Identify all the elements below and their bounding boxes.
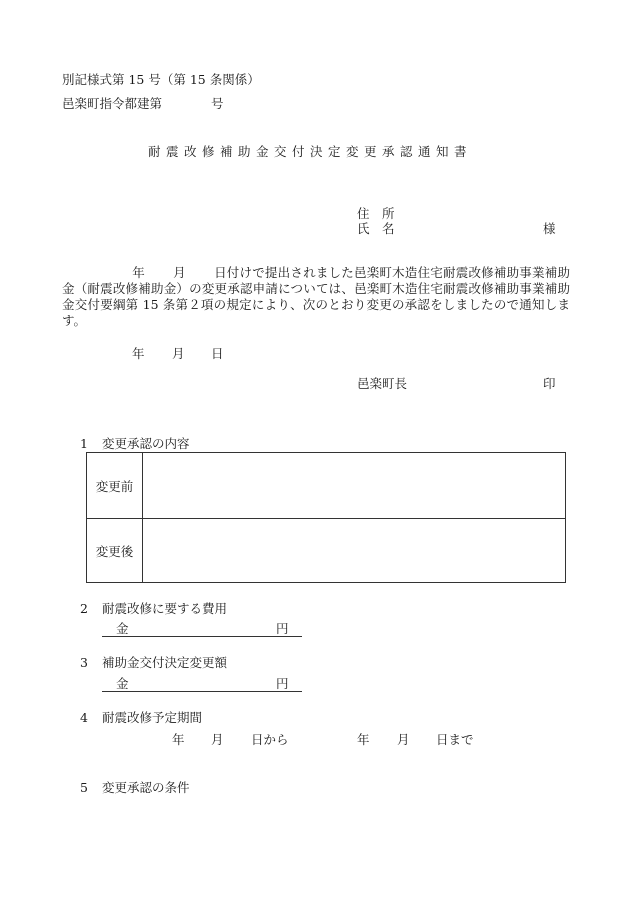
date-day: 日 bbox=[211, 346, 224, 361]
body-paragraph: 日付けで提出されました邑楽町木造住宅耐震改修補助事業補助金（耐震改修補助金）の変更承認申請については、邑楽町木造住宅耐震改修補助事業補助金交付要綱第 15 条第２項の規定により、次のとおり変更の承認をしましたので通知します。 bbox=[62, 265, 570, 328]
section-2-title: 耐震改修に要する費用 bbox=[102, 601, 228, 616]
document-number-prefix: 邑楽町指令都建第 bbox=[62, 96, 163, 111]
section-3-title: 補助金交付決定変更額 bbox=[102, 655, 228, 670]
name-label: 氏 名 bbox=[357, 221, 395, 236]
section-2-prefix: 金 bbox=[116, 621, 129, 636]
period-from-day: 日から bbox=[251, 732, 289, 747]
section-3-prefix: 金 bbox=[116, 676, 129, 691]
section-1-number: 1 bbox=[80, 436, 88, 451]
change-content-table bbox=[86, 452, 566, 583]
date-month: 月 bbox=[172, 346, 185, 361]
section-1-title: 変更承認の内容 bbox=[102, 436, 190, 451]
section-2-number: 2 bbox=[80, 601, 88, 616]
form-number: 別記様式第 15 号（第 15 条関係） bbox=[62, 72, 260, 87]
address-label: 住 所 bbox=[357, 206, 395, 221]
body-year: 年 bbox=[132, 265, 145, 280]
section-5-title: 変更承認の条件 bbox=[102, 780, 190, 795]
section-4-number: 4 bbox=[80, 710, 88, 725]
period-to-month: 月 bbox=[397, 732, 410, 747]
body-month: 月 bbox=[172, 265, 186, 280]
document-number-suffix: 号 bbox=[211, 96, 224, 111]
section-3-underline bbox=[102, 691, 302, 692]
notice-body bbox=[62, 265, 570, 329]
section-2-suffix: 円 bbox=[276, 621, 289, 636]
before-change-label: 変更前 bbox=[87, 453, 143, 518]
period-to-year: 年 bbox=[357, 732, 370, 747]
after-change-label: 変更後 bbox=[87, 518, 143, 583]
section-3-number: 3 bbox=[80, 655, 88, 670]
period-from-year: 年 bbox=[172, 732, 185, 747]
honorific: 様 bbox=[543, 221, 556, 236]
issuer-title: 邑楽町長 bbox=[357, 376, 408, 391]
section-4-title: 耐震改修予定期間 bbox=[102, 710, 203, 725]
section-5-number: 5 bbox=[80, 780, 88, 795]
period-from-month: 月 bbox=[211, 732, 224, 747]
document-title: 耐震改修補助金交付決定変更承認通知書 bbox=[148, 144, 473, 159]
seal-mark: 印 bbox=[543, 376, 556, 391]
before-change-row bbox=[87, 453, 565, 519]
period-to-day: 日まで bbox=[436, 732, 474, 747]
date-year: 年 bbox=[132, 346, 145, 361]
section-3-suffix: 円 bbox=[276, 676, 289, 691]
after-change-row bbox=[87, 518, 565, 583]
section-2-underline bbox=[102, 636, 302, 637]
